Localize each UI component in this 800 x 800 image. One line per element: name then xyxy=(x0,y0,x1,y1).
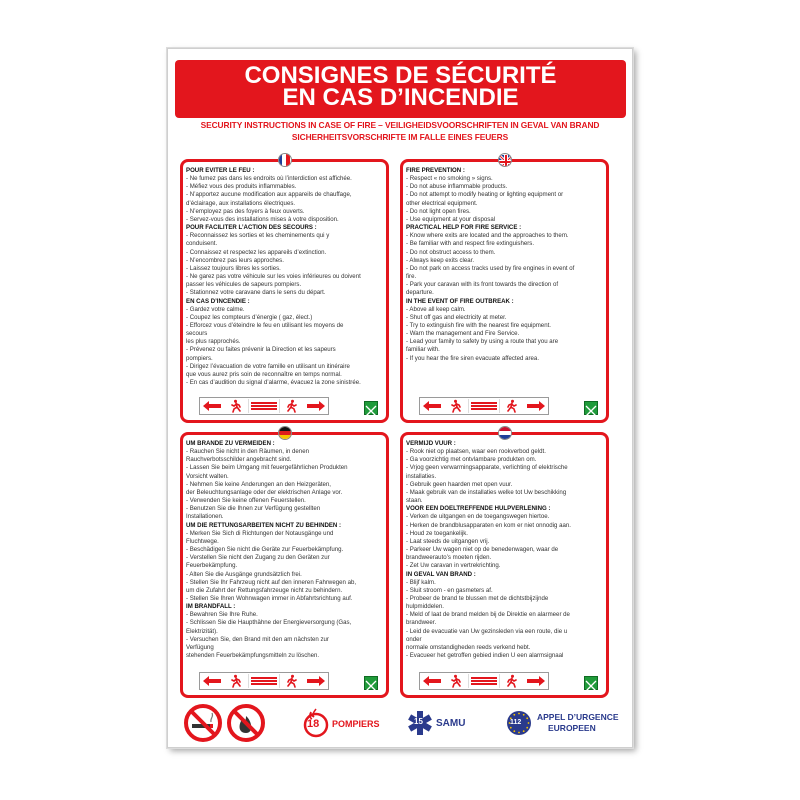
panel-text xyxy=(406,167,602,392)
section-heading: VERMIJD VUUR : xyxy=(406,440,456,447)
instruction-line: - Gardez votre calme. xyxy=(186,305,245,313)
instruction-line: - Stellen Sie Ihren Wohnwagen immer in Abfahrtsrichtung auf. xyxy=(186,594,353,602)
instruction-line: - Schlissen Sie die Haupthähne der Energieversorgung (Gas, xyxy=(186,619,352,627)
instruction-line: - Do not light open fires. xyxy=(406,207,471,215)
exit-sign-cell xyxy=(224,673,248,689)
instruction-line: - Verstellen Sie nicht den Zugang zu den Geräten zur xyxy=(186,554,330,562)
instruction-line: - Above all keep calm. xyxy=(406,305,466,313)
uk-flag-icon xyxy=(498,153,512,167)
instruction-line: - Probeer de brand te blussen met de dichtstbijzijnde xyxy=(406,594,549,602)
instruction-line: - Alten Sie die Ausgänge grundsätzlich frei. xyxy=(186,570,302,578)
instruction-line: passer les véhicules de sapeurs pompiers. xyxy=(186,281,302,289)
bottom-row xyxy=(168,703,632,745)
exit-sign-cell xyxy=(500,673,524,689)
running-person-icon xyxy=(449,399,463,413)
running-person-icon xyxy=(505,399,519,413)
assembly-point-icon xyxy=(364,401,378,415)
instruction-line: - Coupez les compteurs d’énergie ( gaz, élect.) xyxy=(186,313,313,321)
instruction-line: - Sluit stroom - en gasmeters af. xyxy=(406,586,493,594)
exit-sign-cell xyxy=(444,398,468,414)
arrow-right-icon xyxy=(525,400,547,412)
instruction-line: - Meld of laat de brand melden bij de Direktie en alarmeer de xyxy=(406,611,570,619)
instruction-line: - Do not attempt to modify heating or lighting equipment or xyxy=(406,191,564,199)
instruction-line: - Vrjog geen verwarmingsapparate, verlichting of elektrische xyxy=(406,464,568,472)
instruction-line: - Ne fumez pas dans les endroits où l’interdiction est affichée. xyxy=(186,175,352,183)
instruction-line: - Zet Uw caravan in vertrekrichting. xyxy=(406,562,501,570)
instruction-line: der Beleuchtungsanlage oder der elektrischen Anlage vor. xyxy=(186,488,343,496)
instruction-line: - Méfiez vous des produits inflammables. xyxy=(186,183,297,191)
euro-label-line-1: APPEL D’URGENCE xyxy=(537,712,619,722)
instruction-line: stehenden Feuerbekämpfungsmitteln zu löschen. xyxy=(186,652,320,660)
instruction-line: departure. xyxy=(406,289,434,297)
section-heading: PRACTICAL HELP FOR FIRE SERVICE : xyxy=(406,224,522,232)
title-line-1: CONSIGNES DE SÉCURITÉ xyxy=(244,62,557,89)
burning-caption-graphic xyxy=(468,674,500,688)
instruction-line: Feuerbekämpfung. xyxy=(186,562,238,570)
running-person-icon xyxy=(449,674,463,688)
section-heading: UM DIE RETTUNGSARBEITEN NICHT ZU BEHINDEN : xyxy=(186,521,342,529)
instruction-line: - If you hear the fire siren evacuate affected area. xyxy=(406,354,540,362)
instruction-line: - Bewahren Sie Ihre Ruhe. xyxy=(186,611,258,619)
panel-text xyxy=(406,440,602,665)
instruction-line: - Beschädigen Sie nicht die Geräte zur Feuerbekämpfung. xyxy=(186,546,344,554)
euro-label-line-2: EUROPEEN xyxy=(548,723,596,733)
section-heading: UM BRANDE ZU VERMEIDEN : xyxy=(186,440,275,447)
instruction-line: other electrical equipment. xyxy=(406,199,478,207)
arrow-right-icon xyxy=(525,675,547,687)
instruction-line: - Try to extinguish fire with the nearest fire equipment. xyxy=(406,321,551,329)
section-heading: VOOR EEN DOELTREFFENDE HULPVERLENING : xyxy=(406,505,551,513)
exit-sign-cell xyxy=(524,398,548,414)
panel-dutch xyxy=(400,432,609,698)
instruction-line: Verfügung xyxy=(186,643,214,651)
assembly-point-icon xyxy=(364,676,378,690)
instruction-line: - Stellen Sie Ihr Fahrzeug nicht auf den inneren Fahrwegen ab, xyxy=(186,578,357,586)
germany-flag-icon xyxy=(278,426,292,440)
instruction-line: - N’apportez aucune modification aux appareils de chauffage, xyxy=(186,191,352,199)
instruction-line: - Versuchen Sie, den Brand mit den am nächsten zur xyxy=(186,635,329,643)
subtitle-line-2: SICHERHEITSVORSCHRIFTE IM FALLE EINES FEUERS xyxy=(291,132,509,142)
instruction-line: - Connaissez et respectez les appareils d’extinction. xyxy=(186,248,327,256)
running-person-icon xyxy=(285,674,299,688)
section-heading: POUR ÉVITER LE FEU : xyxy=(186,167,255,174)
instruction-line: pompiers. xyxy=(186,354,213,362)
instruction-line: familiar with. xyxy=(406,346,440,354)
section-heading: EN CAS D’INCENDIE : xyxy=(186,297,250,305)
instruction-line: - N’employez pas des foyers à feux ouverts. xyxy=(186,207,305,215)
instruction-line: Fluchtwege. xyxy=(186,537,219,545)
instruction-line: - En cas d’audition du signal d’alarme, évacuez la zone sinistrée. xyxy=(186,379,361,387)
instruction-line: - Verken de uitgangen en de toegangswegen hiertoe. xyxy=(406,513,550,521)
fire-safety-poster xyxy=(167,48,633,748)
panel-german xyxy=(180,432,389,698)
instruction-line: - Dirigez l’évacuation de votre famille en utilisant un itinéraire xyxy=(186,362,350,370)
assembly-point-icon xyxy=(584,401,598,415)
arrow-left-icon xyxy=(421,400,443,412)
instruction-line: - Laat steeds de uitgangen vrij. xyxy=(406,537,490,545)
instruction-line: - Evacueer het getroffen gebied indien U een alarmsignaal xyxy=(406,652,564,660)
instruction-line: - Do not park on access tracks used by fire engines in event of xyxy=(406,264,575,272)
instruction-line: secours xyxy=(186,330,208,338)
instruction-line: que vous aurez pris soin de reconnaître en temps normal. xyxy=(186,370,342,378)
running-person-icon xyxy=(229,399,243,413)
instruction-line: brandweerauto’s moeten rijden. xyxy=(406,554,492,562)
section-heading: IN GEVAL VAN BRAND : xyxy=(406,570,476,578)
instruction-line: - Parkeer Uw wagen niet op de benedenwagen, waar de xyxy=(406,546,559,554)
instruction-line: brandweer. xyxy=(406,619,437,627)
exit-sign-cell xyxy=(200,673,224,689)
section-heading: FIRE PREVENTION : xyxy=(406,167,465,174)
exit-sign-cell xyxy=(420,398,444,414)
burning-caption-graphic xyxy=(248,399,280,413)
instruction-line: - Herken de brandblusapparaten en kom er niet onnodig aan. xyxy=(406,521,571,529)
instruction-line: - Houd ze toegankelijk. xyxy=(406,529,468,537)
exit-sign-cell xyxy=(304,398,328,414)
instruction-line: - Lassen Sie beim Umgang mit feuergefährlichen Produkten xyxy=(186,464,348,472)
instruction-line: Vorsicht walten. xyxy=(186,472,229,480)
instruction-line: - Rauchen Sie nicht in den Räumen, in denen xyxy=(186,448,309,456)
exit-sign-cell xyxy=(280,673,304,689)
arrow-left-icon xyxy=(201,400,223,412)
instruction-line: - Laissez toujours libres les sorties. xyxy=(186,264,281,272)
instruction-line: - Be familiar with and respect fire extinguishers. xyxy=(406,240,535,248)
section-heading: IN THE EVENT OF FIRE OUTBREAK : xyxy=(406,297,514,305)
pompiers-label: POMPIERS xyxy=(332,719,380,729)
panel-english xyxy=(400,159,609,423)
no-open-flame-icon xyxy=(226,703,266,743)
instruction-line: - Use equipment at your disposal xyxy=(406,215,496,223)
instruction-line: installaties. xyxy=(406,472,437,480)
instruction-line: - Gebruik geen haarden met open vuur. xyxy=(406,480,513,488)
instruction-line: - Know where exits are located and the approaches to them. xyxy=(406,232,569,240)
running-person-icon xyxy=(285,399,299,413)
instruction-line: - Merken Sie Sich di Richtungen der Notausgänge und xyxy=(186,529,334,537)
instruction-line: normale omstandigheden reeds verkend hebt. xyxy=(406,643,531,651)
exit-sign-cell xyxy=(280,398,304,414)
netherlands-flag-icon xyxy=(498,426,512,440)
running-person-icon xyxy=(229,674,243,688)
panel-text xyxy=(186,167,382,392)
instruction-line: les plus rapprochés. xyxy=(186,338,241,346)
instruction-line: - Lead your family to safety by using a route that you are xyxy=(406,338,559,346)
arrow-left-icon xyxy=(421,675,443,687)
exit-sign-cell xyxy=(444,673,468,689)
instruction-line: Rauchverbotsschilder angebracht sind. xyxy=(186,456,292,464)
exit-sign-cell xyxy=(524,673,548,689)
emergency-exit-sign xyxy=(199,397,329,415)
samu-number: 15 xyxy=(414,717,423,726)
instruction-line: - Verwenden Sie keine offenen Feuerstellen. xyxy=(186,497,306,505)
emergency-exit-sign xyxy=(199,672,329,690)
burning-caption-graphic xyxy=(468,399,500,413)
section-heading: IM BRANDFALL : xyxy=(186,603,236,611)
instruction-line: - Warn the management and Fire Service. xyxy=(406,330,520,338)
instruction-line: um die Zufahrt der Rettungsfahrzeuge nicht zu behindern. xyxy=(186,586,343,594)
instruction-line: Installationen. xyxy=(186,513,224,521)
arrow-left-icon xyxy=(201,675,223,687)
emergency-exit-sign xyxy=(419,672,549,690)
panel-text xyxy=(186,440,382,665)
burning-caption-graphic xyxy=(248,674,280,688)
instruction-line: - Park your caravan with its front towards the direction of xyxy=(406,281,559,289)
instruction-line: - Nehmen Sie keine Änderungen an den Heizgeräten, xyxy=(186,480,331,488)
arrow-right-icon xyxy=(305,675,327,687)
instruction-line: - Prévenez ou faites prévenir la Direction et les sapeurs xyxy=(186,346,336,354)
instruction-line: - N’encombrez pas leurs approches. xyxy=(186,256,284,264)
exit-sign-cell xyxy=(500,398,524,414)
instruction-line: d’éclairage, aux installations électriques. xyxy=(186,199,296,207)
instruction-line: - Servez-vous des installations mises à votre disposition. xyxy=(186,215,339,223)
exit-sign-cell xyxy=(304,673,328,689)
exit-sign-cell xyxy=(420,673,444,689)
running-person-icon xyxy=(505,674,519,688)
instruction-line: - Blijf kalm. xyxy=(406,578,436,586)
arrow-right-icon xyxy=(305,400,327,412)
emergency-exit-sign xyxy=(419,397,549,415)
instruction-line: onder xyxy=(406,635,422,643)
no-smoking-icon xyxy=(183,703,223,743)
instruction-line: - Do not obstruct access to them. xyxy=(406,248,496,256)
exit-sign-cell xyxy=(224,398,248,414)
instruction-line: hulpmiddelen. xyxy=(406,603,444,611)
instruction-line: - Reconnaissez les sorties et les cheminements qui y xyxy=(186,232,330,240)
instruction-line: - Leid de evacuatie van Uw gezinsleden via een route, die u xyxy=(406,627,568,635)
instruction-line: - Do not abuse inflammable products. xyxy=(406,183,508,191)
exit-sign-cell xyxy=(200,398,224,414)
title-banner xyxy=(175,60,626,118)
panel-french xyxy=(180,159,389,423)
instruction-line: - Ga voorzichtig met ontvlambare produkten om. xyxy=(406,456,537,464)
instruction-line: staan. xyxy=(406,497,423,505)
assembly-point-icon xyxy=(584,676,598,690)
instruction-line: fire. xyxy=(406,273,417,281)
instruction-line: - Efforcez vous d’éteindre le feu en utilisant les moyens de xyxy=(186,321,344,329)
instruction-line: - Maak gebruik van de installaties welke tot Uw beschikking xyxy=(406,488,567,496)
instruction-line: - Always keep exits clear. xyxy=(406,256,475,264)
samu-label: SAMU xyxy=(436,718,466,729)
euro-number: 112 xyxy=(510,719,522,726)
instruction-line: conduisent. xyxy=(186,240,218,248)
instruction-line: - Rook niet op plaatsen, waar een rookverbod geldt. xyxy=(406,448,546,456)
subtitle-line-1: SECURITY INSTRUCTIONS IN CASE OF FIRE – VEILIGHEIDSVOORSCHRIFTEN IN GEVAL VAN BRAND xyxy=(200,120,600,130)
instruction-line: - Respect « no smoking » signs. xyxy=(406,175,493,183)
section-heading: POUR FACILITER L’ACTION DES SECOURS : xyxy=(186,224,317,232)
france-flag-icon xyxy=(278,153,292,167)
instruction-line: - Stationnez votre caravane dans le sens du départ. xyxy=(186,289,326,297)
instruction-line: - Benutzen Sie die Ihnen zur Verfügung gestellten xyxy=(186,505,321,513)
title-line-2: EN CAS D’INCENDIE xyxy=(282,84,519,111)
pompiers-number: 18 xyxy=(307,718,320,730)
instruction-line: - Shut off gas and electricity at meter. xyxy=(406,313,507,321)
instruction-line: Elektrizität). xyxy=(186,627,218,635)
instruction-line: - Ne garez pas votre véhicule sur les voies inférieures ou doivent xyxy=(186,273,361,281)
